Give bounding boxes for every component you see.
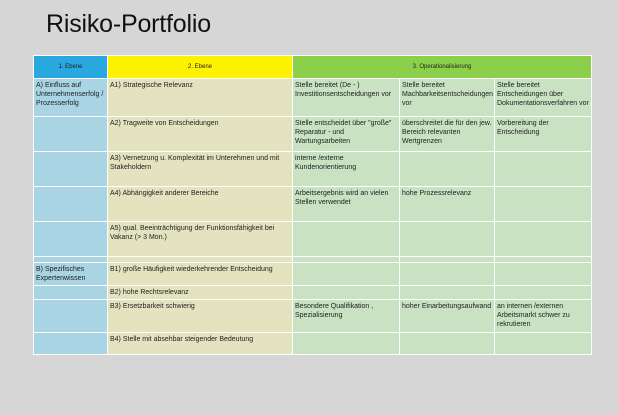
risk-portfolio-table	[33, 55, 592, 355]
table-row	[34, 333, 592, 355]
operationalization-cell: Besondere Qualifikation , Spezialisierung	[293, 300, 400, 333]
level2-cell: B1) große Häufigkeit wiederkehrender Entscheidung	[108, 263, 293, 286]
operationalization-cell: Stelle entscheidet über "große" Reparatur - und Wartungsarbeiten	[293, 117, 400, 152]
level1-cell	[34, 333, 108, 355]
table-row	[34, 152, 592, 187]
slide-title: Risiko-Portfolio	[46, 10, 211, 38]
level1-cell	[34, 300, 108, 333]
operationalization-cell	[293, 333, 400, 355]
operationalization-cell	[400, 333, 495, 355]
header-level-2: 2. Ebene	[108, 56, 293, 79]
level1-cell	[34, 152, 108, 187]
level2-cell: A1) Strategische Relevanz	[108, 79, 293, 117]
operationalization-cell: Stelle bereitet Machbarkeitsentscheidungen vor	[400, 79, 495, 117]
operationalization-cell	[293, 286, 400, 300]
table-header-row	[34, 56, 592, 79]
operationalization-cell: überschreitet die für den jew. Bereich relevanten Wertgrenzen	[400, 117, 495, 152]
header-level-1: 1. Ebene	[34, 56, 108, 79]
table-row	[34, 79, 592, 117]
operationalization-cell: interne /externe Kundenorientierung	[293, 152, 400, 187]
operationalization-cell	[495, 222, 592, 257]
operationalization-cell	[400, 152, 495, 187]
table-row	[34, 286, 592, 300]
operationalization-cell	[495, 152, 592, 187]
table-row	[34, 263, 592, 286]
level1-cell	[34, 117, 108, 152]
table-row	[34, 300, 592, 333]
table-row	[34, 222, 592, 257]
operationalization-cell	[495, 263, 592, 286]
operationalization-cell	[495, 286, 592, 300]
operationalization-cell	[400, 263, 495, 286]
operationalization-cell	[400, 222, 495, 257]
operationalization-cell: Vorbereitung der Entscheidung	[495, 117, 592, 152]
header-operationalization: 3. Operationalisierung	[293, 56, 592, 79]
operationalization-cell: Stelle bereitet (De - ) Investitionsentscheidungen vor	[293, 79, 400, 117]
level2-cell: B2) hohe Rechtsrelevanz	[108, 286, 293, 300]
level2-cell: A2) Tragweite von Entscheidungen	[108, 117, 293, 152]
table-row	[34, 117, 592, 152]
level2-cell: A3) Vernetzung u. Komplexität im Unterehmen und mit Stakeholdern	[108, 152, 293, 187]
operationalization-cell	[495, 333, 592, 355]
level2-cell: A4) Abhängigkeit anderer Bereiche	[108, 187, 293, 222]
operationalization-cell: hoher Einarbeitungsaufwand	[400, 300, 495, 333]
level1-cell	[34, 187, 108, 222]
operationalization-cell: an internen /externen Arbeitsmarkt schwer zu rekrutieren	[495, 300, 592, 333]
level1-cell	[34, 222, 108, 257]
operationalization-cell	[400, 286, 495, 300]
level2-cell: A5) qual. Beeinträchtigung der Funktionsfähigkeit bei Vakanz (> 3 Mon.)	[108, 222, 293, 257]
level1-cell: A) Einfluss auf Unternehmenserfolg / Prozesserfolg	[34, 79, 108, 117]
operationalization-cell: Stelle bereitet Entscheidungen über Dokumentationsverfahren vor	[495, 79, 592, 117]
level2-cell: B4) Stelle mit absehbar steigender Bedeutung	[108, 333, 293, 355]
operationalization-cell	[495, 187, 592, 222]
operationalization-cell: Arbeitsergebnis wird an vielen Stellen verwendet	[293, 187, 400, 222]
table-row	[34, 187, 592, 222]
level2-cell: B3) Ersetzbarkeit schwierig	[108, 300, 293, 333]
level1-cell: B) Spezifisches Expertenwissen	[34, 263, 108, 286]
operationalization-cell	[293, 263, 400, 286]
operationalization-cell: hohe Prozessrelevanz	[400, 187, 495, 222]
level1-cell	[34, 286, 108, 300]
operationalization-cell	[293, 222, 400, 257]
